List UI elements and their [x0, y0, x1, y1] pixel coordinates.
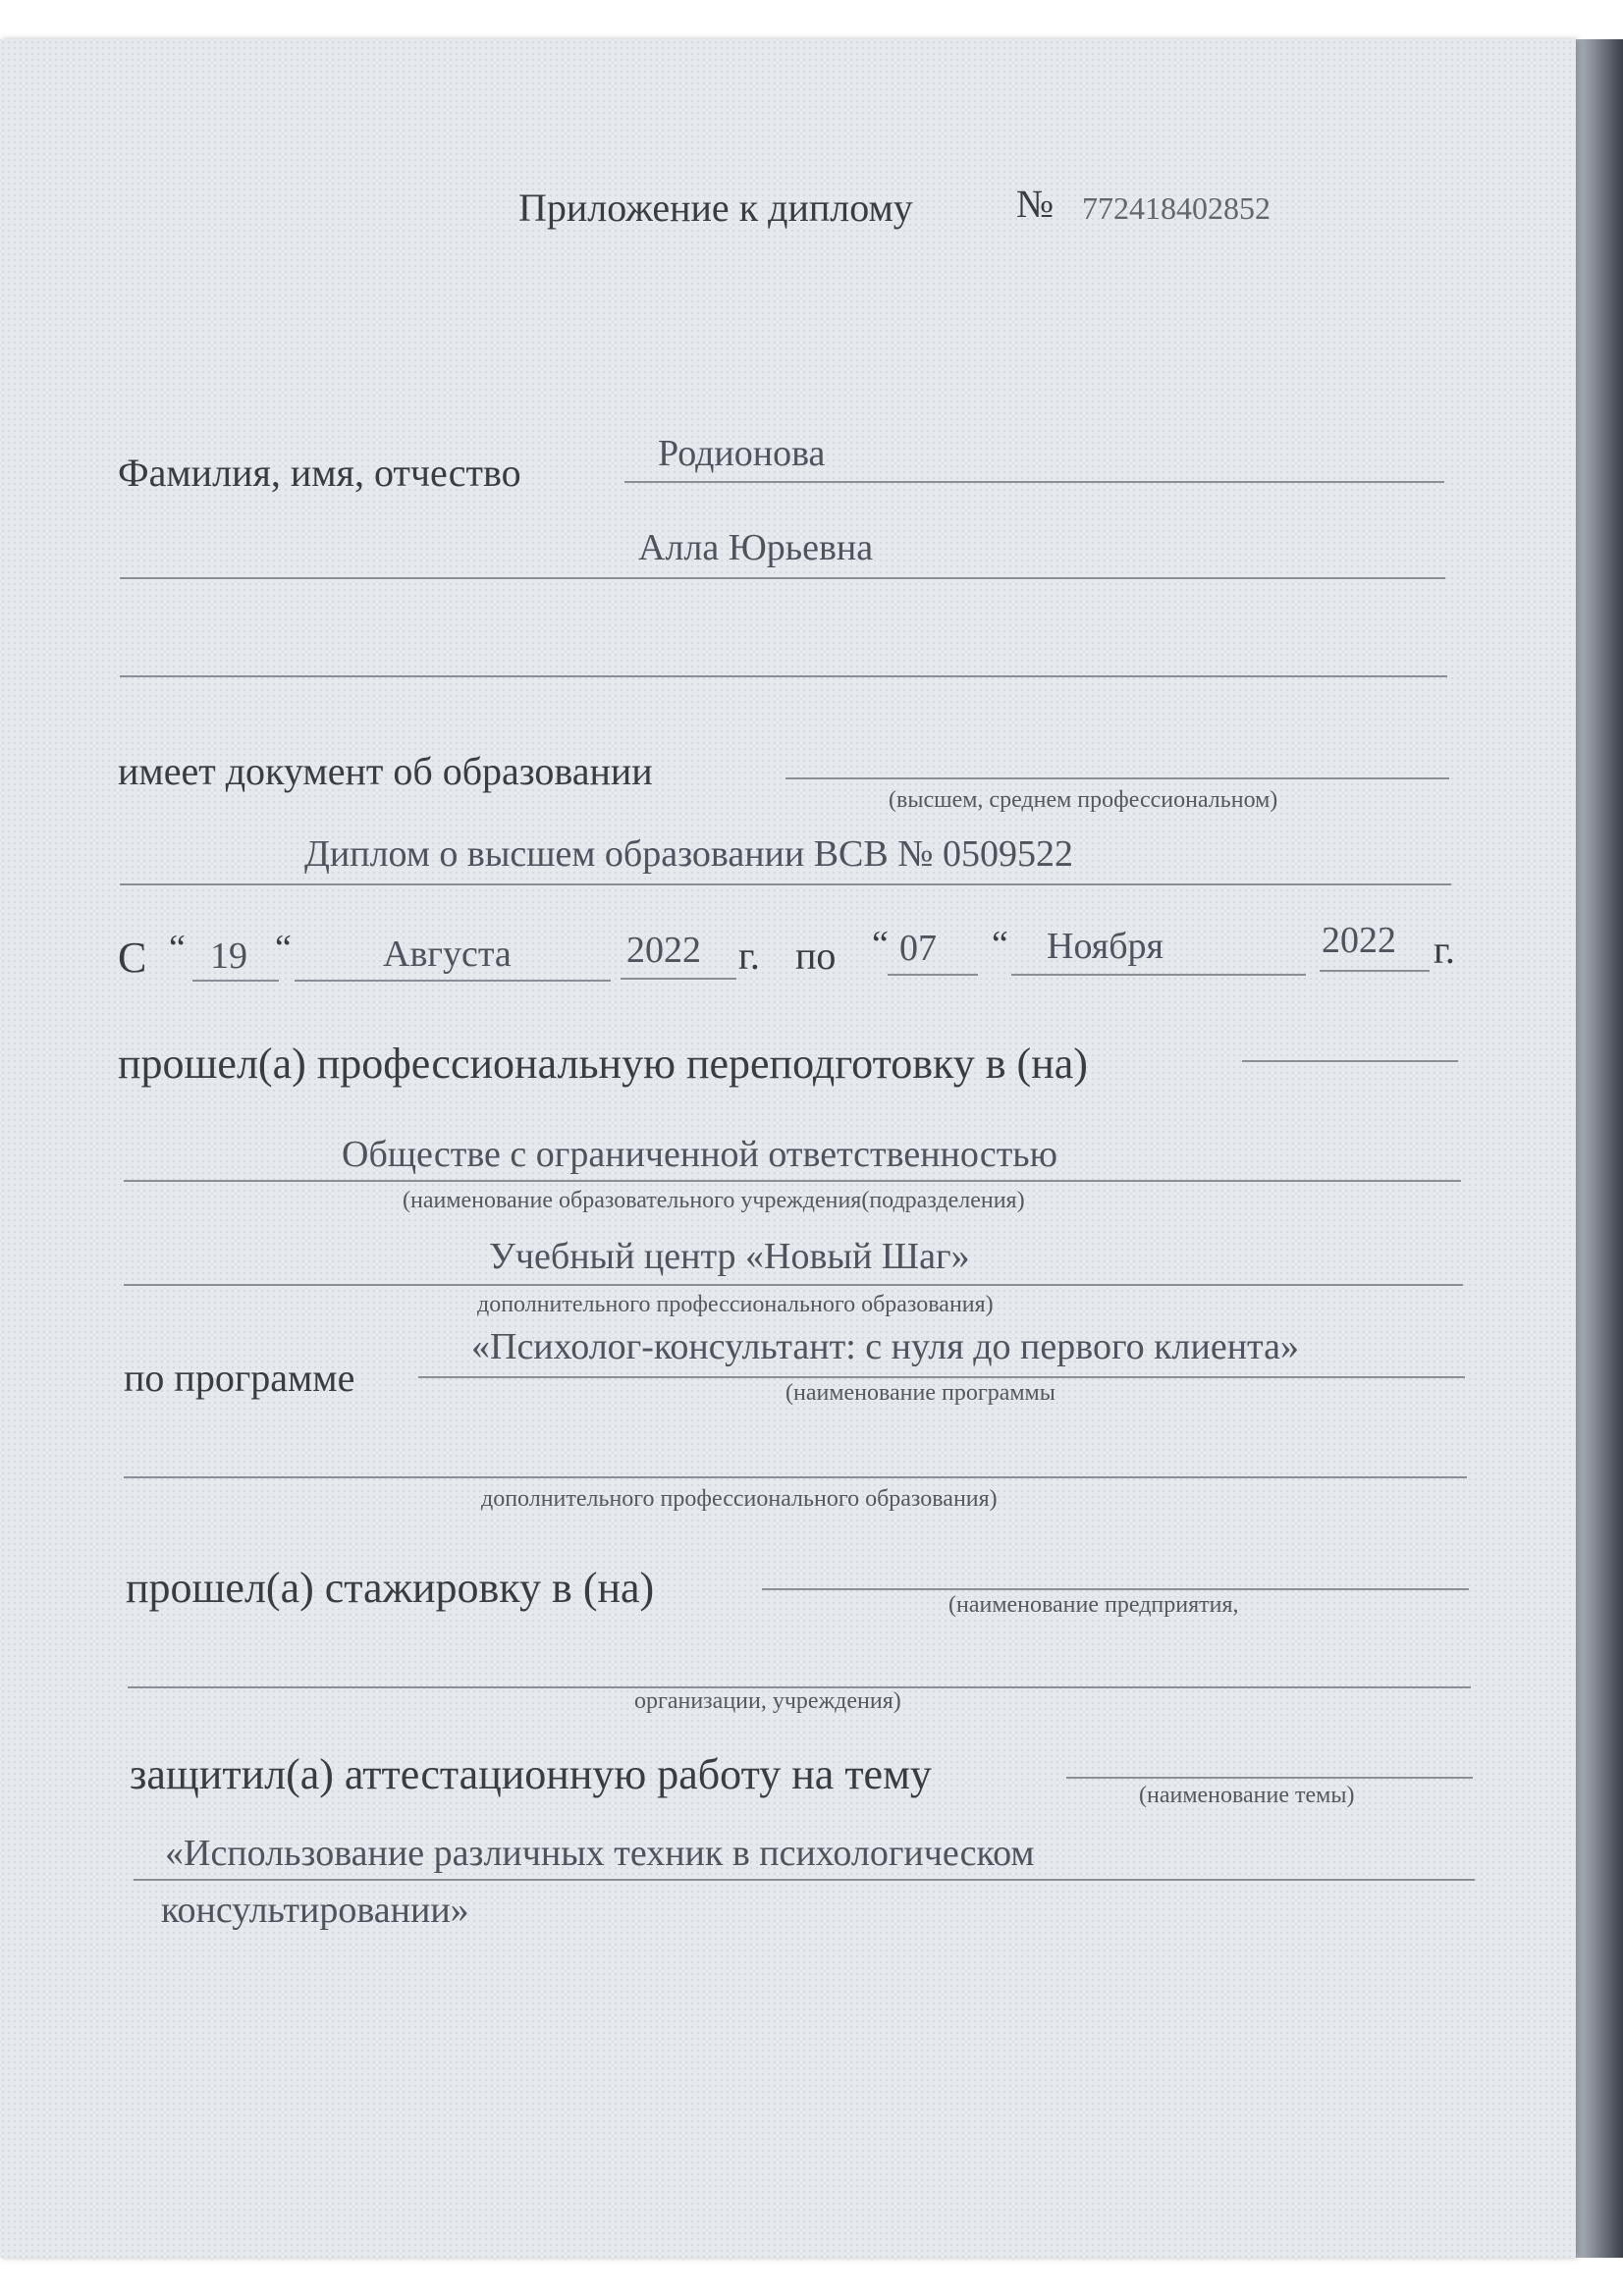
thesis-label: защитил(а) аттестационную работу на тему — [130, 1750, 932, 1798]
number-sign: № — [1016, 182, 1055, 226]
period-to-prefix: по — [795, 934, 837, 978]
quote-mark: “ — [169, 928, 186, 969]
from-day-line — [192, 980, 279, 982]
period-from-prefix: С — [118, 934, 147, 982]
program-caption-2: дополнительного профессионального образования) — [481, 1486, 998, 1512]
diploma-appendix-page — [0, 39, 1576, 2258]
surname-value: Родионова — [658, 433, 826, 474]
fio-label: Фамилия, имя, отчество — [118, 451, 521, 495]
from-year-value: 2022 — [626, 930, 701, 971]
from-month-value: Августа — [383, 934, 512, 975]
from-day-value: 19 — [210, 935, 247, 977]
name-patronymic-value: Алла Юрьевна — [638, 527, 874, 568]
thesis-line-1 — [1066, 1777, 1473, 1779]
quote-mark: “ — [992, 924, 1008, 965]
to-day-value: 07 — [899, 928, 937, 969]
appendix-number: 772418402852 — [1082, 190, 1271, 226]
internship-label: прошел(а) стажировку в (на) — [126, 1564, 655, 1612]
education-value: Диплом о высшем образовании ВСВ № 0509522 — [304, 833, 1073, 875]
program-line-1 — [418, 1376, 1465, 1378]
to-month-line — [1011, 974, 1306, 976]
retraining-org-line-1: Обществе с ограниченной ответственностью — [342, 1134, 1058, 1175]
retraining-label: прошел(а) профессиональную переподготовку в (на) — [118, 1040, 1088, 1088]
fio-line-3 — [120, 675, 1447, 677]
retraining-caption-2: дополнительного профессионального образования) — [477, 1292, 994, 1317]
from-month-line — [295, 980, 611, 982]
program-label: по программе — [124, 1356, 355, 1400]
quote-mark: “ — [275, 928, 292, 969]
program-caption-1: (наименование программы — [785, 1380, 1055, 1406]
thesis-topic-line-1: «Использование различных техник в психологическом — [165, 1833, 1035, 1874]
program-value: «Психолог-консультант: с нуля до первого клиента» — [471, 1326, 1299, 1367]
thesis-topic-line-2: консультировании» — [161, 1890, 469, 1931]
internship-caption-2: организации, учреждения) — [634, 1688, 901, 1714]
to-year-line — [1320, 970, 1430, 972]
year-suffix: г. — [1434, 928, 1455, 972]
fio-line-1 — [624, 481, 1444, 483]
education-line-2 — [120, 883, 1451, 885]
document-title: Приложение к диплому — [518, 186, 913, 230]
to-month-value: Ноября — [1047, 926, 1164, 967]
fio-line-2 — [120, 577, 1445, 579]
internship-caption-1: (наименование предприятия, — [948, 1592, 1239, 1618]
retraining-line-2 — [124, 1180, 1461, 1182]
thesis-caption: (наименование темы) — [1139, 1783, 1355, 1808]
year-suffix: г. — [738, 934, 760, 978]
education-label: имеет документ об образовании — [118, 749, 653, 793]
retraining-org-line-2: Учебный центр «Новый Шаг» — [489, 1236, 970, 1277]
retraining-line-1 — [1242, 1060, 1458, 1062]
internship-line-1 — [762, 1588, 1469, 1590]
education-caption: (высшем, среднем профессиональном) — [889, 787, 1278, 813]
to-year-value: 2022 — [1322, 920, 1396, 961]
from-year-line — [621, 978, 736, 980]
retraining-line-3 — [124, 1284, 1463, 1286]
thesis-line-2 — [134, 1879, 1475, 1881]
quote-mark: “ — [872, 924, 889, 965]
education-line-1 — [785, 777, 1449, 779]
to-day-line — [888, 974, 978, 976]
program-line-2 — [124, 1476, 1467, 1478]
retraining-caption-1: (наименование образовательного учреждения(подразделения) — [403, 1188, 1025, 1213]
